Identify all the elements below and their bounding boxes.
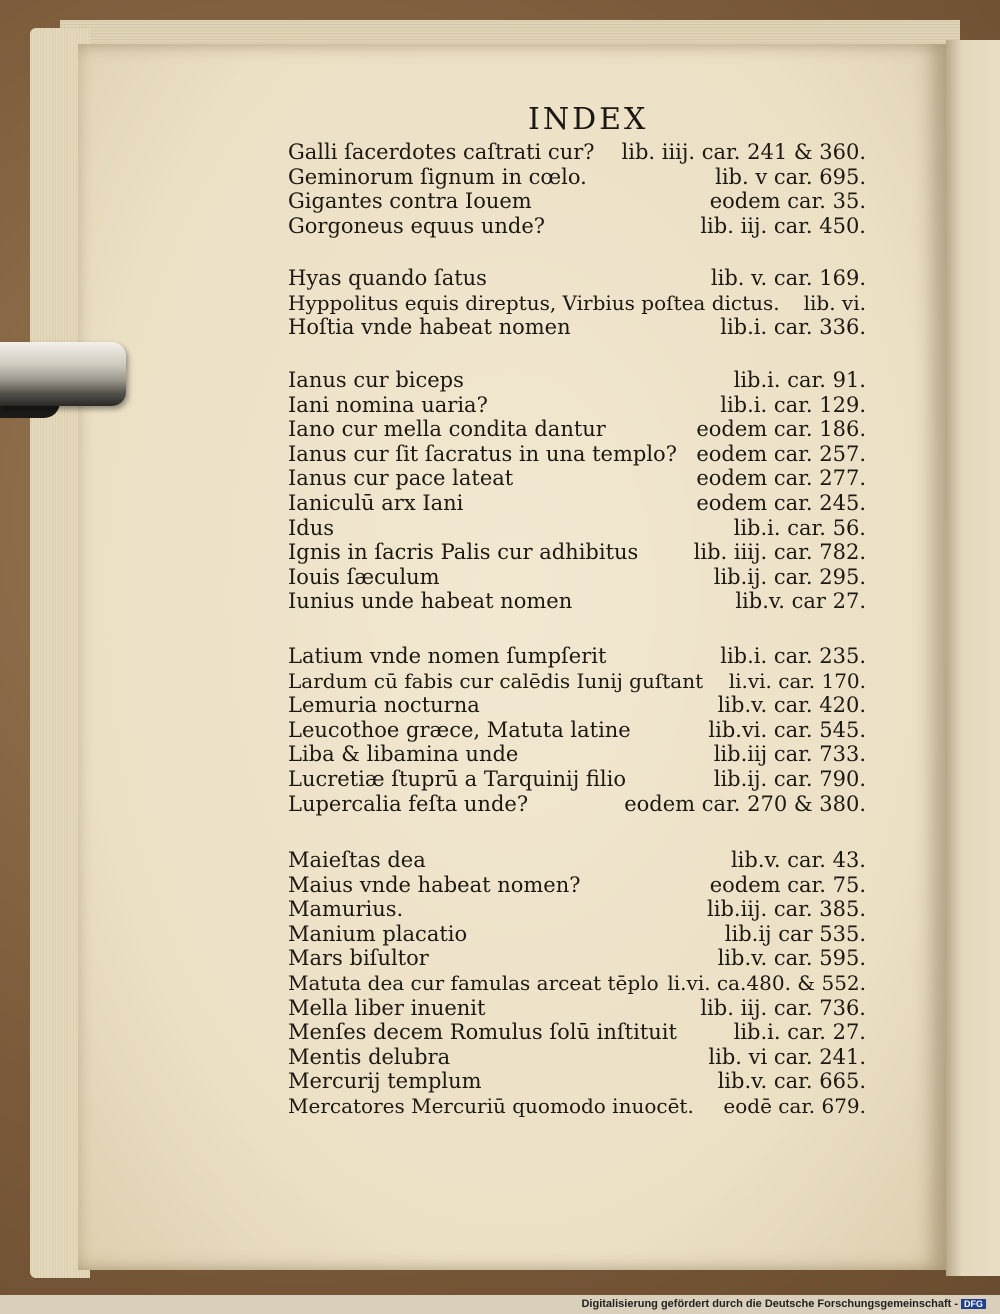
entry-term: Lardum cū fabis cur calēdis Iunij guſtant <box>288 668 704 693</box>
entry-reference: eodem car. 186. <box>696 417 866 442</box>
entry-reference: lib. vi. <box>803 290 866 315</box>
page-heading: INDEX <box>528 102 649 137</box>
entry-reference: eodē car. 679. <box>723 1094 866 1118</box>
index-entry <box>0 946 1000 972</box>
entry-term: Mars biſultor <box>288 946 429 971</box>
entry-term: Manium placatio <box>288 921 468 946</box>
entry-term: Iunius unde habeat nomen <box>288 589 573 614</box>
entry-term: Lupercalia feſta unde? <box>288 791 529 816</box>
entry-term: Leucothoe græce, Matuta latine <box>288 717 631 742</box>
entry-reference: eodem car. 277. <box>696 466 866 491</box>
entry-reference: lib. v car. 695. <box>715 164 866 189</box>
entry-term: Maius vnde habeat nomen? <box>288 872 581 897</box>
entry-reference: lib.iij car. 733. <box>713 742 866 767</box>
index-entry <box>0 491 1000 517</box>
index-entry <box>0 792 1000 818</box>
entry-reference: eodem car. 257. <box>696 441 866 466</box>
index-entry <box>0 767 1000 793</box>
entry-term: Ianus cur pace lateat <box>288 466 514 491</box>
entry-term: Lemuria nocturna <box>288 693 480 718</box>
index-entry <box>0 368 1000 394</box>
entry-term: Geminorum ſignum in cœlo. <box>288 164 587 189</box>
index-entry <box>0 848 1000 874</box>
index-entry <box>0 1045 1000 1071</box>
index-entry <box>0 442 1000 468</box>
index-entry <box>0 1069 1000 1095</box>
entry-reference: lib.v. car. 420. <box>717 693 866 718</box>
index-entry <box>0 897 1000 923</box>
entry-term: Iouis ſæculum <box>288 564 440 589</box>
entry-reference: eodem car. 245. <box>696 491 866 515</box>
index-entry <box>0 565 1000 591</box>
footer-text: Digitalisierung gefördert durch die Deutsche Forschungsgemeinschaft - <box>581 1298 958 1310</box>
entry-reference: lib. vi car. 241. <box>708 1044 866 1069</box>
index-entry <box>0 315 1000 341</box>
index-entry <box>0 922 1000 948</box>
index-entry <box>0 669 1000 695</box>
index-entry <box>0 393 1000 419</box>
entry-reference: eodem car. 270 & 380. <box>624 791 866 816</box>
entry-term: Idus <box>288 515 335 540</box>
entry-term: Ignis in ſacris Palis cur adhibitus <box>288 540 639 565</box>
entry-term: Maieſtas dea <box>288 848 426 872</box>
entry-term: Latium vnde nomen ſumpſerit <box>288 644 607 668</box>
entry-reference: eodem car. 75. <box>709 872 866 897</box>
entry-term: Menſes decem Romulus ſolū inſtituit <box>288 1020 677 1045</box>
entry-term: Ianiculū arx Iani <box>288 491 464 515</box>
entry-term: Ianus cur biceps <box>288 368 464 392</box>
entry-term: Mamurius. <box>288 897 404 922</box>
entry-reference: lib.v. car. 43. <box>730 848 866 872</box>
entry-reference: lib.i. car. 91. <box>733 368 866 392</box>
index-entry <box>0 742 1000 768</box>
digitization-footer <box>581 1298 986 1310</box>
entry-term: Liba & libamina unde <box>288 742 519 767</box>
index-entry <box>0 291 1000 317</box>
index-entry <box>0 417 1000 443</box>
entry-term: Gigantes contra Iouem <box>288 189 532 214</box>
entry-reference: lib.i. car. 235. <box>720 644 866 668</box>
index-entry <box>0 644 1000 670</box>
index-entry <box>0 971 1000 997</box>
entry-term: Gorgoneus equus unde? <box>288 213 546 238</box>
index-entry <box>0 540 1000 566</box>
index-entry <box>0 266 1000 292</box>
entry-reference: lib.v. car. 665. <box>717 1069 866 1094</box>
entry-term: Mercurij templum <box>288 1069 482 1094</box>
entry-term: Hyas quando ſatus <box>288 266 487 290</box>
index-entry <box>0 1094 1000 1120</box>
entry-term: Iani nomina uaria? <box>288 392 488 417</box>
entry-term: Lucretiæ ſtuprū a Tarquinij filio <box>288 767 627 791</box>
entry-reference: li.vi. ca.480. & 552. <box>667 971 866 995</box>
entry-term: Mercatores Mercuriū quomodo inuocēt. <box>288 1094 694 1118</box>
index-entry <box>0 718 1000 744</box>
entry-reference: lib. iij. car. 736. <box>700 995 866 1020</box>
index-entry <box>0 996 1000 1022</box>
entry-reference: lib.ij. car. 295. <box>713 564 866 589</box>
entry-reference: lib. iij. car. 450. <box>700 213 866 238</box>
entry-reference: lib.i. car. 129. <box>720 392 866 417</box>
index-entry <box>0 693 1000 719</box>
entry-term: Mella liber inuenit <box>288 995 486 1020</box>
entry-reference: lib.iij. car. 385. <box>707 897 866 922</box>
entry-term: Galli ſacerdotes caſtrati cur? <box>288 140 595 164</box>
index-entry <box>0 140 1000 166</box>
index-entry <box>0 189 1000 215</box>
index-entry <box>0 214 1000 240</box>
entry-term: Mentis delubra <box>288 1044 451 1069</box>
entry-reference: lib.i. car. 27. <box>733 1020 866 1045</box>
entry-term: Ianus cur ſit ſacratus in una templo? <box>288 441 677 466</box>
entry-reference: lib.i. car. 336. <box>720 315 866 340</box>
index-entry <box>0 165 1000 191</box>
index-entry <box>0 873 1000 899</box>
index-entry <box>0 466 1000 492</box>
dfg-logo: DFG <box>961 1299 986 1309</box>
entry-reference: lib.ij car 535. <box>724 921 866 946</box>
entry-reference: lib.v. car. 595. <box>717 946 866 971</box>
entry-reference: lib.v. car 27. <box>735 589 866 614</box>
index-entry <box>0 589 1000 615</box>
entry-reference: lib. iiij. car. 241 & 360. <box>621 140 866 164</box>
entry-reference: eodem car. 35. <box>709 189 866 214</box>
index-entry <box>0 516 1000 542</box>
index-entry <box>0 1020 1000 1046</box>
entry-reference: li.vi. car. 170. <box>728 668 866 693</box>
entry-term: Hoſtia vnde habeat nomen <box>288 315 571 340</box>
entry-reference: lib. iiij. car. 782. <box>693 540 866 565</box>
entry-reference: lib. v. car. 169. <box>710 266 866 290</box>
entry-term: Hyppolitus equis direptus, Virbius poſtea dictus. <box>288 290 780 315</box>
entry-reference: lib.i. car. 56. <box>733 515 866 540</box>
entry-term: Matuta dea cur famulas arceat tēplo <box>288 971 659 995</box>
entry-reference: lib.ij. car. 790. <box>713 767 866 791</box>
entry-term: Iano cur mella condita dantur <box>288 417 606 442</box>
entry-reference: lib.vi. car. 545. <box>708 717 866 742</box>
